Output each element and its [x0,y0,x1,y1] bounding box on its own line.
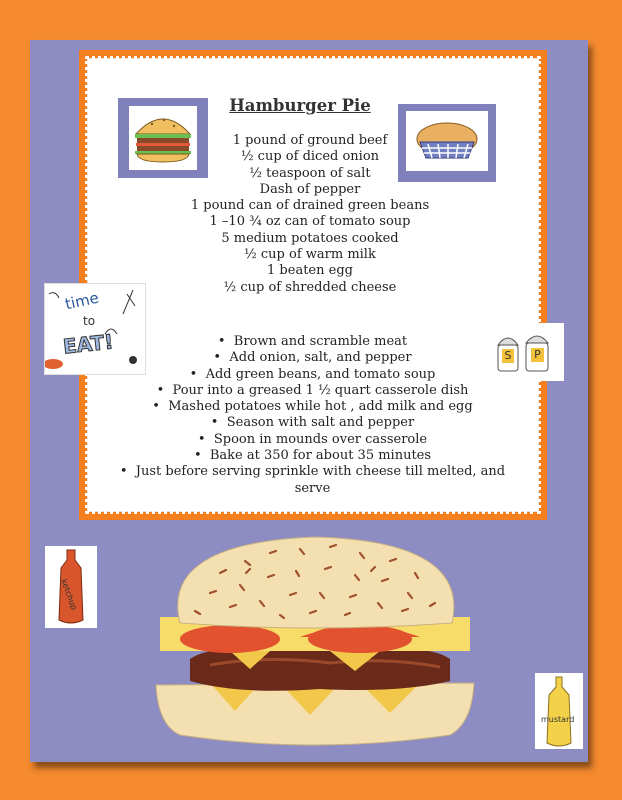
ingredient-item: ½ cup of shredded cheese [223,279,397,295]
hamburger-illustration [150,533,480,753]
step-item: • Spoon in mounds over casserole [115,432,510,448]
step-item: • Just before serving sprinkle with cheese till melted, and serve [115,464,510,497]
step-item: • Add onion, salt, and pepper [115,350,510,366]
salt-pepper-icon [486,323,564,381]
ingredient-item: 1 pound of ground beef [232,133,388,148]
salt-pepper-sticker [486,323,564,381]
to-word: to [83,314,96,328]
time-to-eat-sticker [44,283,146,375]
mustard-label: mustard [541,715,575,724]
ingredient-list [160,133,460,296]
ketchup-sticker [45,546,97,628]
step-item: • Add green beans, and tomato soup [115,367,510,383]
step-list [115,334,510,497]
step-item: • Mashed potatoes while hot , add milk and egg [115,399,510,415]
ingredient-item: ½ cup of diced onion [240,149,380,165]
time-word: time [63,288,101,314]
ketchup-label: ketchup [59,577,79,612]
mustard-sticker [535,673,583,749]
ingredient-item: 1 pound can of drained green beans [190,198,430,214]
step-item: • Pour into a greased 1 ½ quart casserole dish [115,383,510,399]
ingredient-item: Dash of pepper [259,181,361,197]
ingredient-item: ½ cup of warm milk [244,247,376,263]
pepper-label: P [531,348,544,362]
eat-word: EAT! [61,329,115,359]
mustard-bottle-icon [535,673,583,749]
step-item: • Brown and scramble meat [115,334,510,350]
ingredient-item: 1 –10 ¾ oz can of tomato soup [209,214,411,230]
step-item: • Bake at 350 for about 35 minutes [115,448,510,464]
salt-label: S [502,349,514,363]
step-item: • Season with salt and pepper [115,415,510,431]
ingredient-item: ½ teaspoon of salt [249,165,371,181]
recipe-title: Hamburger Pie [229,96,371,115]
ingredient-item: 5 medium potatoes cooked [221,230,399,246]
ingredient-item: 1 beaten egg [267,263,353,279]
